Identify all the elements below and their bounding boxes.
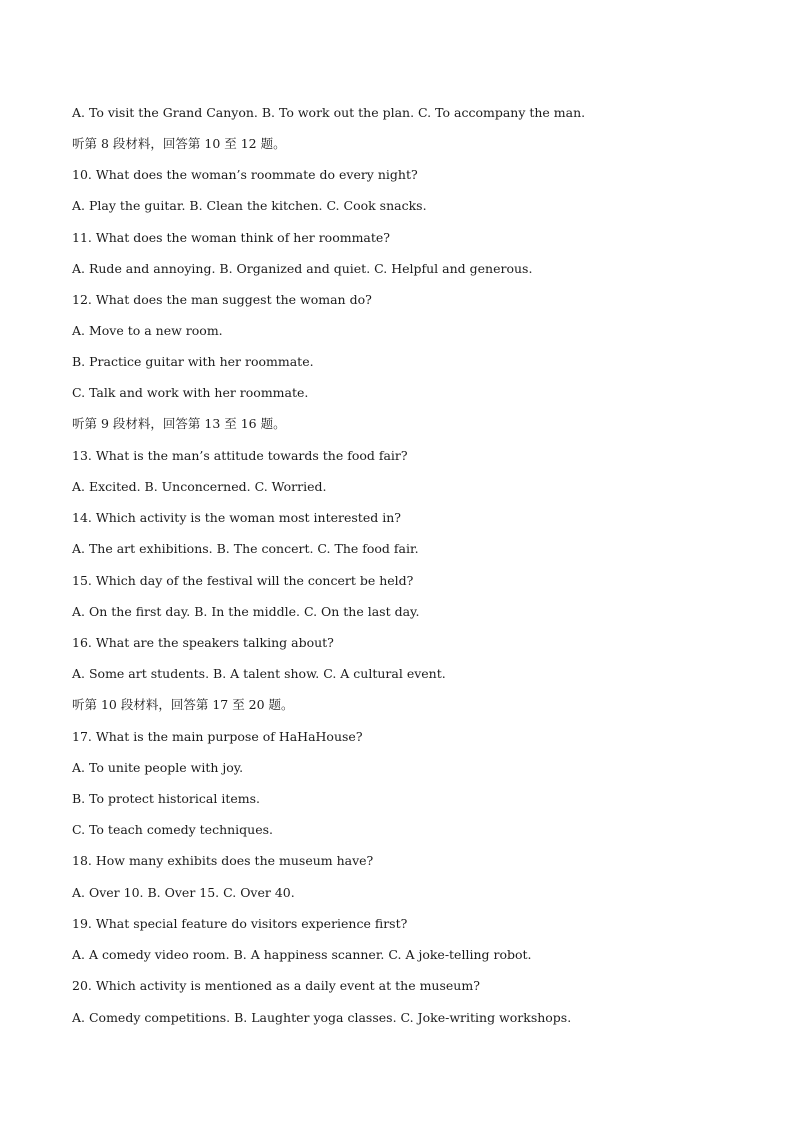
answer-options-q16: A. Some art students. B. A talent show. C. A cultural event.	[72, 666, 446, 681]
answer-options-q15: A. On the first day. B. In the middle. C. On the last day.	[72, 604, 420, 619]
question-10: 10. What does the woman’s roommate do every night?	[72, 167, 418, 182]
section-heading-8: 听第 8 段材料，回答第 10 至 12 题。	[72, 136, 286, 151]
question-12: 12. What does the man suggest the woman do?	[72, 292, 372, 307]
section-heading-9: 听第 9 段材料，回答第 13 至 16 题。	[72, 416, 286, 431]
question-11: 11. What does the woman think of her roommate?	[72, 230, 391, 245]
answer-options-q19: A. A comedy video room. B. A happiness scanner. C. A joke-telling robot.	[72, 947, 532, 962]
question-13: 13. What is the man’s attitude towards the food fair?	[72, 448, 408, 463]
answer-options-q18: A. Over 10. B. Over 15. C. Over 40.	[72, 885, 295, 900]
answer-option-q12-b: B. Practice guitar with her roommate.	[72, 354, 314, 369]
answer-option-q17-c: C. To teach comedy techniques.	[72, 822, 274, 837]
section-heading-10: 听第 10 段材料，回答第 17 至 20 题。	[72, 697, 294, 712]
answer-option-q12-c: C. Talk and work with her roommate.	[72, 385, 309, 400]
answer-options-q13: A. Excited. B. Unconcerned. C. Worried.	[72, 479, 327, 494]
answer-options-q9: A. To visit the Grand Canyon. B. To work out the plan. C. To accompany the man.	[72, 105, 586, 120]
answer-options-q20: A. Comedy competitions. B. Laughter yoga classes. C. Joke-writing workshops.	[72, 1010, 572, 1025]
answer-options-q14: A. The art exhibitions. B. The concert. C. The food fair.	[72, 541, 419, 556]
question-20: 20. Which activity is mentioned as a daily event at the museum?	[72, 978, 480, 993]
question-16: 16. What are the speakers talking about?	[72, 635, 334, 650]
answer-options-q11: A. Rude and annoying. B. Organized and quiet. C. Helpful and generous.	[72, 261, 533, 276]
answer-option-q12-a: A. Move to a new room.	[72, 323, 223, 338]
question-19: 19. What special feature do visitors experience first?	[72, 916, 408, 931]
question-18: 18. How many exhibits does the museum have?	[72, 853, 374, 868]
answer-option-q17-b: B. To protect historical items.	[72, 791, 260, 806]
question-15: 15. Which day of the festival will the concert be held?	[72, 573, 414, 588]
question-14: 14. Which activity is the woman most interested in?	[72, 510, 401, 525]
question-17: 17. What is the main purpose of HaHaHouse?	[72, 729, 363, 744]
answer-option-q17-a: A. To unite people with joy.	[72, 760, 244, 775]
answer-options-q10: A. Play the guitar. B. Clean the kitchen. C. Cook snacks.	[72, 198, 427, 213]
